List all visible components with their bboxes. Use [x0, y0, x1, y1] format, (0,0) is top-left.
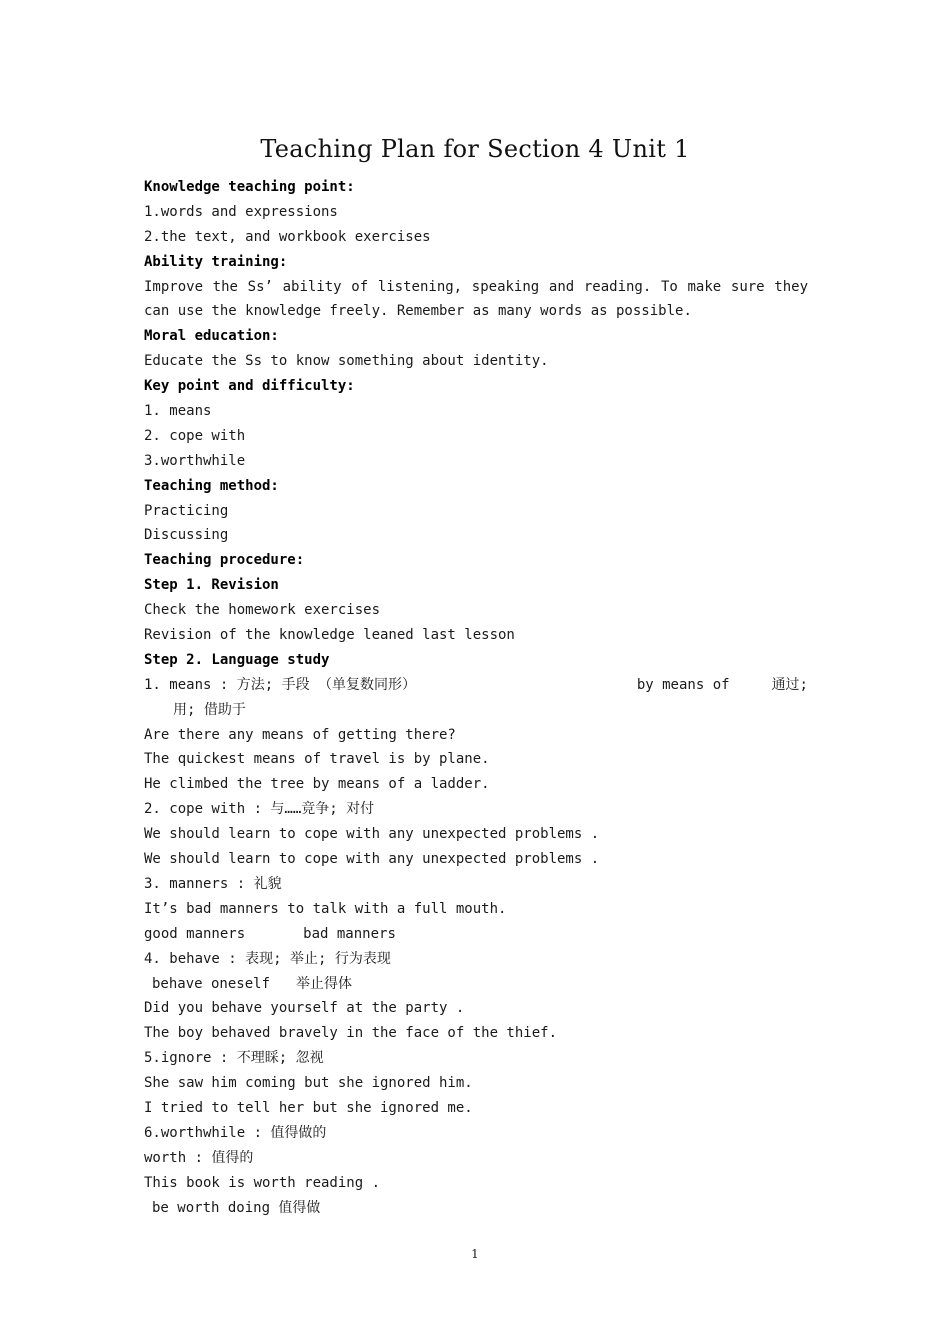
- worth-doing-phrase: be worth doing 值得做: [152, 1199, 321, 1216]
- example-sentence: I tried to tell her but she ignored me.: [144, 1099, 473, 1116]
- vocab-cope-with: 2. cope with : 与……竞争; 对付: [144, 801, 375, 818]
- moral-heading: Moral education:: [144, 328, 279, 345]
- vocab-behave: 4. behave : 表现; 举止; 行为表现: [144, 950, 391, 967]
- behave-oneself-english: behave oneself: [152, 975, 271, 992]
- vocab-manners: 3. manners : 礼貌: [144, 875, 282, 892]
- manners-good-phrase: good manners: [144, 925, 246, 942]
- ability-text-line: can use the knowledge freely. Remember as many words as possible.: [144, 303, 692, 320]
- example-sentence: We should learn to cope with any unexpected problems .: [144, 851, 600, 868]
- example-sentence: The boy behaved bravely in the face of the thief.: [144, 1025, 558, 1042]
- vocab-means-phrase-group: [637, 673, 808, 698]
- manners-phrases: [144, 922, 808, 947]
- document-body: [144, 175, 808, 1220]
- example-sentence: She saw him coming but she ignored him.: [144, 1075, 473, 1092]
- knowledge-item: 2.the text, and workbook exercises: [144, 228, 431, 245]
- vocab-means-phrase-meaning: 通过;: [771, 676, 808, 693]
- manners-bad-phrase: bad manners: [303, 925, 396, 942]
- procedure-heading: Teaching procedure:: [144, 552, 305, 569]
- example-sentence: The quickest means of travel is by plane.: [144, 751, 490, 768]
- example-sentence: Are there any means of getting there?: [144, 726, 456, 743]
- vocab-ignore: 5.ignore : 不理睬; 忽视: [144, 1050, 324, 1067]
- vocab-worth: worth : 值得的: [144, 1149, 254, 1166]
- page-number: 1: [471, 1247, 479, 1261]
- vocab-means-line: [144, 673, 808, 698]
- example-sentence: We should learn to cope with any unexpected problems .: [144, 826, 600, 843]
- behave-oneself-chinese: 举止得体: [296, 975, 353, 992]
- vocab-means-definition: 1. means : 方法; 手段 （单复数同形）: [144, 676, 417, 693]
- keypoint-heading: Key point and difficulty:: [144, 378, 355, 395]
- vocab-means-continued: 用; 借助于: [173, 701, 246, 718]
- ability-text-line: Improve the Ss’ ability of listening, speaking and reading. To make sure they: [144, 278, 808, 295]
- keypoint-item: 3.worthwhile: [144, 452, 246, 469]
- example-sentence: It’s bad manners to talk with a full mouth.: [144, 900, 507, 917]
- knowledge-item: 1.words and expressions: [144, 203, 338, 220]
- method-item: Practicing: [144, 502, 229, 519]
- keypoint-item: 1. means: [144, 403, 212, 420]
- example-sentence: He climbed the tree by means of a ladder.: [144, 776, 490, 793]
- method-item: Discussing: [144, 527, 229, 544]
- page-title: Teaching Plan for Section 4 Unit 1: [260, 135, 690, 163]
- step1-heading: Step 1. Revision: [144, 577, 279, 594]
- moral-text: Educate the Ss to know something about identity.: [144, 353, 549, 370]
- keypoint-item: 2. cope with: [144, 427, 246, 444]
- step1-item: Check the homework exercises: [144, 602, 381, 619]
- step2-heading: Step 2. Language study: [144, 651, 330, 668]
- example-sentence: This book is worth reading .: [144, 1174, 381, 1191]
- step1-item: Revision of the knowledge leaned last lesson: [144, 627, 515, 644]
- behave-oneself-phrase: [144, 972, 808, 997]
- method-heading: Teaching method:: [144, 477, 279, 494]
- ability-heading: Ability training:: [144, 253, 288, 270]
- example-sentence: Did you behave yourself at the party .: [144, 1000, 465, 1017]
- vocab-means-phrase: by means of: [636, 676, 730, 693]
- knowledge-heading: Knowledge teaching point:: [144, 179, 355, 195]
- vocab-worthwhile: 6.worthwhile : 值得做的: [144, 1124, 327, 1141]
